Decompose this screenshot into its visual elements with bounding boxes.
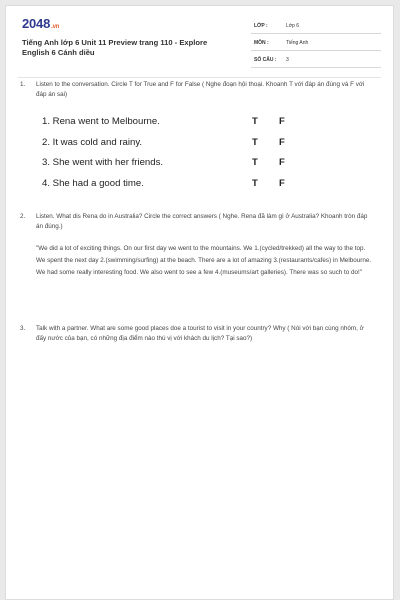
- statement: 1. Rena went to Melbourne.: [42, 116, 160, 127]
- question-text: Listen to the conversation. Circle T for True and F for False ( Nghe đoạn hội thoại. Khoanh T với đáp án đúng và F với đáp án sai): [36, 81, 365, 98]
- meta-row-class: [251, 17, 381, 34]
- list-item: [42, 112, 302, 133]
- true-option[interactable]: T: [252, 157, 258, 168]
- meta-key: SỐ CÂU :: [254, 57, 277, 63]
- logo-text: 2048: [22, 16, 51, 31]
- logo-suffix: .vn: [51, 24, 60, 30]
- question-text: Listen. What dis Rena do in Australia? Circle the correct answers ( Nghe. Rena đã làm gì ở Australia? Khoanh tròn đáp án đúng.): [36, 213, 368, 230]
- list-item: [42, 133, 302, 154]
- question-number: 3.: [20, 325, 26, 332]
- true-option[interactable]: T: [252, 177, 258, 189]
- meta-row-subject: [251, 34, 381, 51]
- false-option[interactable]: F: [279, 136, 285, 148]
- false-option[interactable]: F: [279, 177, 285, 189]
- meta-value: Lớp 6: [286, 23, 300, 29]
- question-number: 2.: [20, 213, 26, 220]
- meta-value: 3: [286, 57, 289, 63]
- question-number: 1.: [20, 81, 26, 88]
- meta-key: LỚP :: [254, 23, 268, 29]
- statement: 3. She went with her friends.: [42, 157, 164, 168]
- statement: 2. It was cold and rainy.: [42, 136, 143, 148]
- meta-value: Tiếng Anh: [286, 40, 309, 46]
- header-divider: [18, 77, 381, 78]
- true-false-list: [42, 112, 302, 194]
- true-option[interactable]: T: [252, 136, 258, 148]
- meta-key: MÔN :: [254, 40, 269, 46]
- question-text: Talk with a partner. What are some good places doe a tourist to visit in your country? Why ( Nói với bạn cùng nhóm, ở đấy nước của bạn, có những địa điểm nào thú vị với khách du lịch? Tại sao?): [36, 325, 364, 342]
- true-option[interactable]: T: [252, 116, 258, 127]
- false-option[interactable]: F: [279, 116, 285, 127]
- false-option[interactable]: F: [279, 157, 285, 168]
- list-item: [42, 174, 302, 195]
- worksheet-header: [6, 6, 393, 76]
- statement: 4. She had a good time.: [42, 177, 144, 189]
- list-item: [42, 153, 302, 174]
- passage-text: "We did a lot of exciting things. On our first day we went to the mountains. We 1.(cycled/trekked) all the way to the top. We spent the next day 2.(swimming/surfing) at the beach. There are a lot of amazing 3.(restaurants/cafes) in Melbourne. We had some really interesting food. We also went to see a few 4.(museums/art galleries). There was so such to do!": [36, 245, 372, 276]
- meta-row-count: [251, 51, 381, 68]
- page-title: Tiếng Anh lớp 6 Unit 11 Preview trang 110 - Explore English 6 Cánh diều: [22, 38, 208, 57]
- site-logo[interactable]: [22, 16, 59, 31]
- meta-table: [251, 17, 381, 68]
